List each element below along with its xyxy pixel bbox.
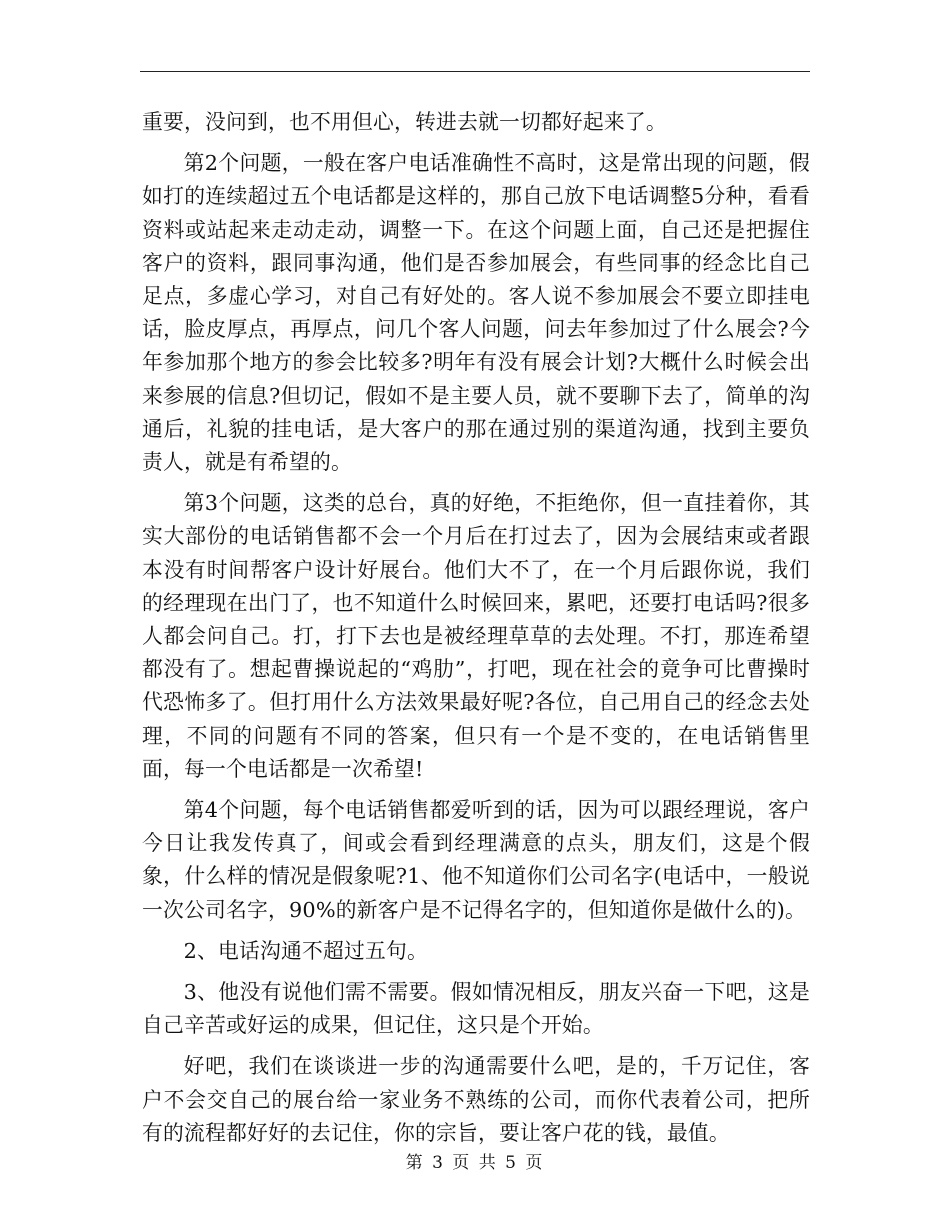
page-number: 第 3 页 共 5 页 <box>405 1153 545 1173</box>
paragraph-gap <box>142 139 810 147</box>
header-rule <box>140 71 810 72</box>
paragraph-5: 2、电话沟通不超过五句。 <box>183 938 428 963</box>
paragraph-4: 第4个问题，每个电话销售都爱听到的话，因为可以跟经理说，客户今日让我发传真了，间或会看到经理满意的点头，朋友们，这是个假象，什么样的情况是假象呢?1、他不知道你们公司名字(电话中，一般说一次公司名字，90%的新客户是不记得名字的，但知道你是做什么的)。 <box>142 798 810 922</box>
body-text <box>142 106 810 1150</box>
paragraph-3: 第3个问题，这类的总台，真的好绝，不拒绝你，但一直挂着你，其实大部份的电话销售都不会一个月后在打过去了，因为会展结束或者跟本没有时间帮客户设计好展台。他们大不了，在一个月后跟你说，我们的经理现在出门了，也不知道什么时候回来，累吧，还要打电话吗?很多人都会问自己。打，打下去也是被经理草草的去处理。不打，那连希望都没有了。想起曹操说起的“鸡肋”，打吧，现在社会的竟争可比曹操时代恐怖多了。但打用什么方法效果最好呢?各位，自己用自己的经念去处理，不同的问题有不同的答案，但只有一个是不变的，在电话销售里面，每一个电话都是一次希望! <box>142 491 811 781</box>
paragraph-gap <box>142 1042 810 1050</box>
paragraph-gap <box>142 479 810 487</box>
paragraph-gap <box>142 927 810 935</box>
paragraph-gap <box>142 968 810 976</box>
paragraph-1: 重要，没问到，也不用但心，转进去就一切都好起来了。 <box>142 110 667 134</box>
paragraph-2: 第2个问题，一般在客户电话准确性不高时，这是常出现的问题，假如打的连续超过五个电话都是这样的，那自己放下电话调整5分种，看看资料或站起来走动走动，调整一下。在这个问题上面，自己还是把握住客户的资料，跟同事沟通，他们是否参加展会，有些同事的经念比自己足点，多虚心学习，对自己有好处的。客人说不参加展会不要立即挂电话，脸皮厚点，再厚点，问几个客人问题，问去年参加过了什么展会?今年参加那个地方的参会比较多?明年有没有展会计划?大概什么时候会出来参展的信息?但切记，假如不是主要人员，就不要聊下去了，简单的沟通后，礼貌的挂电话，是大客户的那在通过别的渠道沟通，找到主要负责人，就是有希望的。 <box>142 151 810 475</box>
paragraph-7: 好吧，我们在谈谈进一步的沟通需要什么吧，是的，千万记住，客户不会交自己的展台给一家业务不熟练的公司，而你代表着公司，把所有的流程都好好的去记住，你的宗旨，要让客户花的钱，最值。 <box>142 1054 810 1145</box>
paragraph-gap <box>142 786 810 794</box>
paragraph-6: 3、他没有说他们需不需要。假如情况相反，朋友兴奋一下吧，这是自己辛苦或好运的成果，但记住，这只是个开始。 <box>142 980 810 1038</box>
